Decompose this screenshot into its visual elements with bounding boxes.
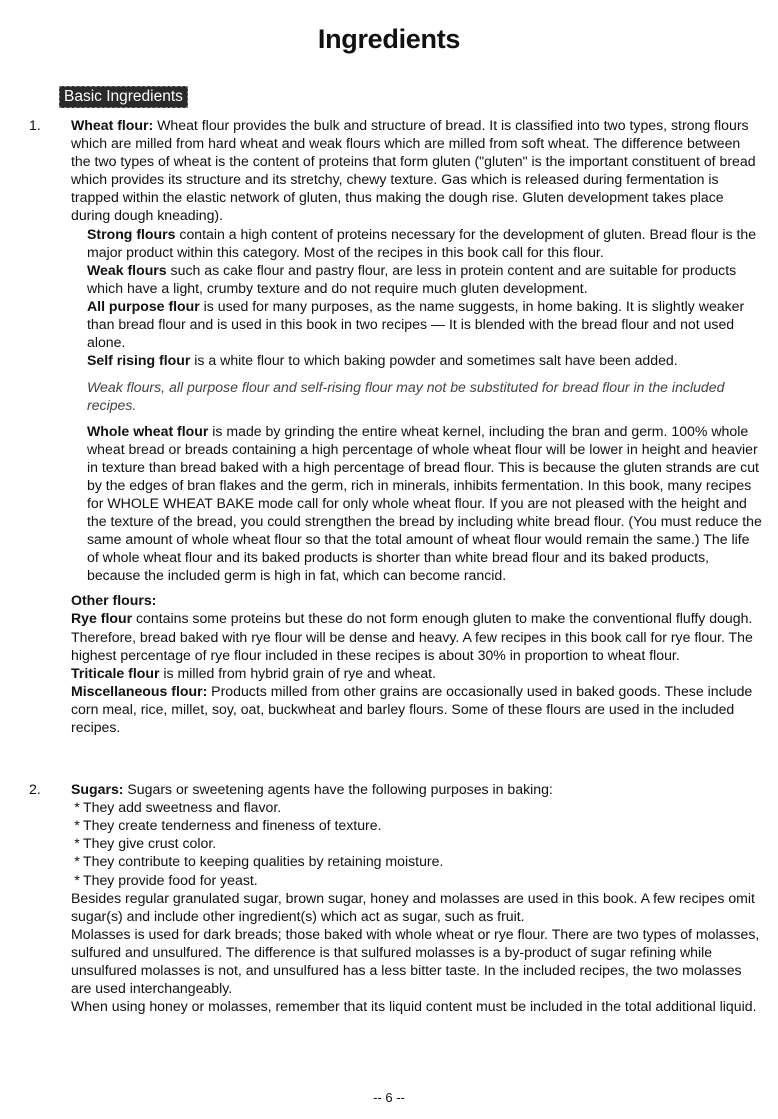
strong-flours-paragraph [50, 225, 762, 261]
sugar-types-paragraph: Besides regular granulated sugar, brown sugar, honey and molasses are used in this book. A few recipes omit sugar(s) and include other ingredient(s) which act as sugar, such as fruit. [71, 889, 755, 924]
all-purpose-flour-label: All purpose flour [87, 297, 200, 314]
weak-flours-text: such as cake flour and pastry flour, are less in protein content and are suitable for products which have a light, crumby texture and do not require much gluten development. [87, 261, 737, 296]
rye-flour-paragraph [50, 609, 762, 663]
sugar-purpose-text: They create tenderness and fineness of texture. [83, 817, 382, 834]
sugar-purpose-item [50, 816, 762, 834]
wheat-flour-heading: Wheat flour: [71, 117, 154, 133]
bullet-mark: * [74, 835, 80, 852]
sugar-purpose-item [50, 871, 762, 889]
sugars-paragraph [29, 780, 762, 798]
page-number: -- 6 -- [373, 1090, 405, 1105]
section-tag: Basic Ingredients [59, 86, 188, 108]
sugars-intro: Sugars or sweetening agents have the following purposes in baking: [123, 781, 553, 798]
molasses-paragraph: Molasses is used for dark breads; those baked with whole wheat or rye flour. There are two types of molasses, sulfured and unsulfured. The difference is that sulfured molasses is a by-product of sugar refining while unsulfured molasses is not, and unsulfured has a less bitter taste. In the included recipes, the two molasses are used interchangeably. [71, 925, 760, 997]
weak-flours-label: Weak flours [87, 261, 167, 278]
miscellaneous-flour-text: Products milled from other grains are occasionally used in baked goods. These include corn meal, rice, millet, soy, oat, buckwheat and barley flours. Some of these flours are used in the included recipes. [71, 682, 753, 735]
sugars-heading: Sugars: [71, 781, 124, 798]
all-purpose-flour-text: is used for many purposes, as the name suggests, in home baking. It is slightly weaker than bread flour and is used in this book in two recipes — It is blended with the bread flour and not used alone. [87, 297, 745, 351]
sugar-purpose-item [50, 798, 762, 816]
miscellaneous-flour-label: Miscellaneous flour: [71, 682, 208, 699]
wheat-flour-intro: Wheat flour provides the bulk and structure of bread. It is classified into two types, strong flours which are milled from hard wheat and weak flours which are milled from soft wheat. The difference between the two types of wheat is the content of proteins that form gluten ("gluten" is the important constituent of bread which provides its structure and its stretchy, chewy texture. Gas which is released during fermentation is trapped within the elastic network of gluten, thus making the dough rise. Gluten development takes place during dough kneading). [71, 117, 756, 224]
sugar-purpose-item [50, 852, 762, 870]
other-flours-heading [50, 591, 762, 609]
triticale-flour-label: Triticale flour [71, 664, 160, 681]
sugar-purpose-text: They add sweetness and flavor. [83, 799, 282, 816]
sugar-purpose-text: They provide food for yeast. [83, 871, 258, 888]
page-title: Ingredients [317, 24, 461, 54]
self-rising-flour-paragraph [50, 351, 762, 369]
bullet-mark: * [74, 799, 80, 816]
wheat-flour-paragraph [29, 116, 762, 225]
whole-wheat-flour-text: is made by grinding the entire wheat kernel, including the bran and germ. 100% whole wheat bread or breads containing a high percentage of whole wheat flour will be lower in height and heavier in texture than bread baked with a high percentage of bread flour. This is because the gluten strands are cut by the edges of bran flakes and the germ, rich in minerals, inhibits fermentation. In this book, many recipes for WHOLE WHEAT BAKE mode call for only whole wheat flour. If you are not pleased with the height and the texture of the bread, you could strengthen the bread by including white bread flour. (You must reduce the same amount of whole wheat flour so that the total amount of wheat flour would remain the same.) The life of whole wheat flour and its baked products is shorter than white bread flour and its baked products, because the included germ is high in fat, which can become rancid. [87, 422, 762, 584]
strong-flours-label: Strong flours [87, 225, 176, 242]
item-number: 2. [29, 781, 41, 798]
sugar-purpose-text: They give crust color. [83, 835, 217, 852]
document-body [29, 116, 762, 1015]
sugar-purpose-text: They contribute to keeping qualities by retaining moisture. [83, 853, 444, 870]
rye-flour-text: contains some proteins but these do not form enough gluten to make the conventional fluffy dough. Therefore, bread baked with rye flour will be dense and heavy. A few recipes in this book call for rye flour. The highest percentage of rye flour included in these recipes is about 30% in proportion to wheat flour. [71, 610, 753, 663]
bullet-mark: * [74, 871, 80, 888]
miscellaneous-flour-paragraph [50, 682, 762, 736]
triticale-flour-text: is milled from hybrid grain of rye and wheat. [159, 664, 437, 681]
rye-flour-label: Rye flour [71, 610, 133, 627]
weak-flours-paragraph [50, 261, 762, 297]
self-rising-flour-label: Self rising flour [87, 352, 191, 369]
whole-wheat-flour-label: Whole wheat flour [87, 422, 209, 439]
triticale-flour-paragraph [50, 664, 762, 682]
item-number: 1. [29, 117, 41, 133]
bullet-mark: * [74, 817, 80, 834]
other-flours-heading-text: Other flours: [71, 592, 157, 609]
bullet-mark: * [74, 853, 80, 870]
sugar-purpose-item [50, 834, 762, 852]
whole-wheat-flour-paragraph [50, 422, 762, 585]
substitution-note: Weak flours, all purpose flour and self-rising flour may not be substituted for bread flour in the included recipes. [87, 379, 725, 414]
liquid-content-paragraph: When using honey or molasses, remember that its liquid content must be included in the total additional liquid. [71, 998, 757, 1015]
all-purpose-flour-paragraph [50, 297, 762, 351]
self-rising-flour-text: is a white flour to which baking powder and sometimes salt have been added. [190, 352, 678, 369]
strong-flours-text: contain a high content of proteins necessary for the development of gluten. Bread flour is the major product within this category. Most of the recipes in this book call for this flour. [87, 225, 757, 260]
